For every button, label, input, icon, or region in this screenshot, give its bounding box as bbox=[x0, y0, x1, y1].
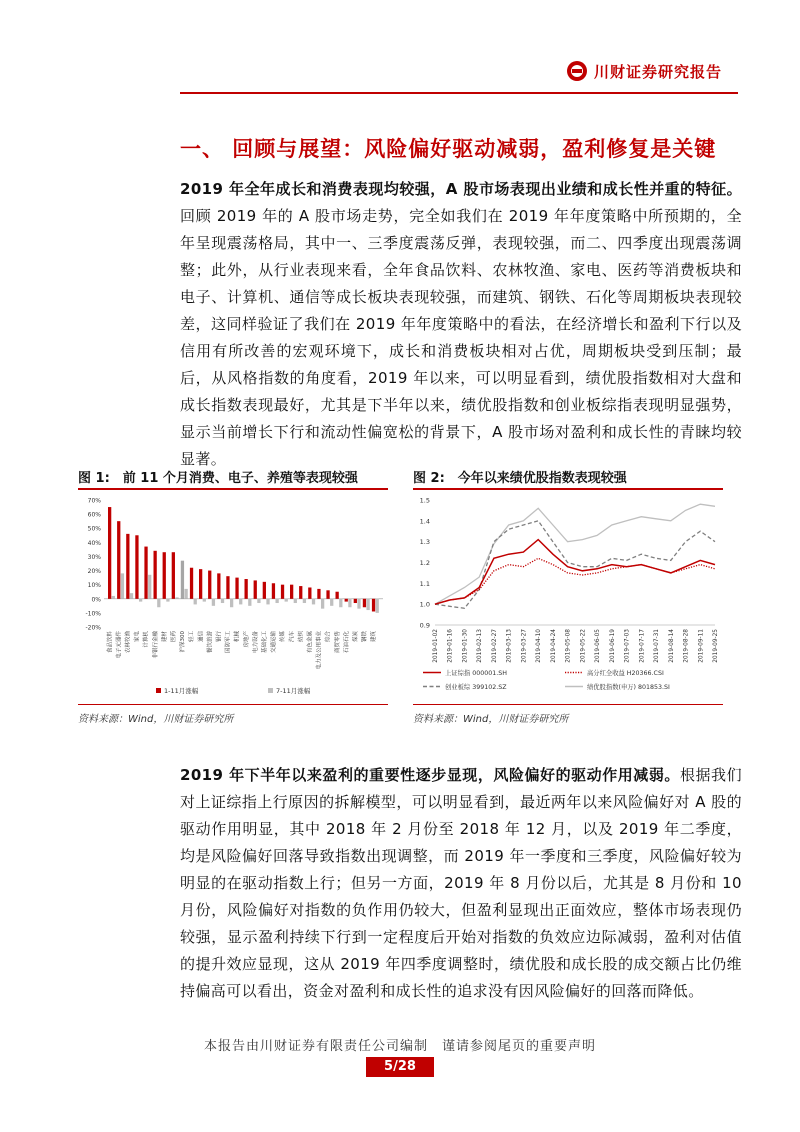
x-category-label: 交通运输 bbox=[271, 631, 278, 654]
y-tick-label: 1.2 bbox=[419, 559, 430, 567]
bar-7-11m bbox=[312, 599, 315, 605]
bar-7-11m bbox=[184, 589, 187, 599]
bar-1-11m bbox=[208, 571, 211, 599]
bar-7-11m bbox=[357, 599, 360, 609]
bar-7-11m bbox=[148, 575, 151, 599]
bar-7-11m bbox=[285, 599, 288, 602]
x-category-label: 银行 bbox=[216, 631, 223, 643]
x-category-label: 电力设备 bbox=[252, 631, 259, 654]
x-category-label: 轻工 bbox=[189, 631, 196, 643]
legend-label: 创业板综 399102.SZ bbox=[445, 684, 507, 691]
legend-swatch-1 bbox=[156, 688, 161, 693]
bar-1-11m bbox=[217, 573, 220, 598]
bar-7-11m bbox=[366, 599, 369, 610]
legend-label: 高分红全收益 H20366.CSI bbox=[587, 670, 664, 677]
x-tick-label: 2019-05-22 bbox=[580, 629, 587, 663]
y-tick-label: 60% bbox=[87, 511, 101, 519]
y-tick-label: 20% bbox=[87, 568, 101, 576]
bar-1-11m bbox=[363, 599, 366, 607]
bar-1-11m bbox=[135, 535, 138, 599]
x-category-label: 商贸零售 bbox=[334, 631, 341, 654]
section-title: 一、 回顾与展望：风险偏好驱动减弱，盈利修复是关键 bbox=[180, 137, 717, 161]
bar-1-11m bbox=[245, 579, 248, 599]
bar-7-11m bbox=[175, 597, 178, 598]
bar-1-11m bbox=[372, 599, 375, 612]
bar-1-11m bbox=[345, 599, 348, 602]
x-category-label: 食品饮料 bbox=[107, 631, 114, 654]
y-tick-label: 1.3 bbox=[419, 538, 430, 547]
x-category-label: 传媒 bbox=[280, 631, 287, 643]
bar-7-11m bbox=[348, 599, 351, 607]
y-tick-label: 40% bbox=[87, 539, 101, 547]
bar-1-11m bbox=[272, 583, 275, 599]
bar-1-11m bbox=[144, 547, 147, 599]
x-category-label: 基础化工 bbox=[261, 631, 268, 654]
bar-1-11m bbox=[163, 552, 166, 599]
x-category-label: 通信 bbox=[198, 631, 205, 643]
bar-1-11m bbox=[254, 580, 257, 598]
legend-label-2: 7-11月涨幅 bbox=[276, 687, 311, 695]
figure-2-source: 资料来源：Wind，川财证券研究所 bbox=[413, 714, 569, 725]
x-category-label: 石油石化 bbox=[343, 631, 350, 654]
series-line bbox=[435, 558, 715, 604]
x-tick-label: 2019-03-27 bbox=[521, 629, 528, 663]
bar-7-11m bbox=[321, 599, 324, 609]
figure-1-bottom-rule bbox=[78, 704, 388, 705]
x-category-label: 钢铁 bbox=[362, 631, 369, 643]
paragraph-1-body: 回顾 2019 年的 A 股市场走势，完全如我们在 2019 年年度策略中所预期的，全年呈现震荡格局，其中一、三季度震荡反弹，表现较强，而二、四季度出现震荡调整；此外，从行业表现来看，全年食品饮料、农林牧渔、家电、医药等消费板块和电子、计算机、通信等成长板块表现较强，而建筑、钢铁、石化等周期板块表现较差，这同样验证了我们在 2019 年年度策略中的看法，在经济增长和盈利下行以及信用有所改善的宏观环境下，成长和消费板块相对占优，周期板块受到压制；最后，从风格指数的角度看，2019 年以来，可以明显看到，绩优股指数相对大盘和成长指数表现最好，尤其是下半年以来，绩优股指数和创业板综指表现明显强势，显示当前增长下行和流动性偏宽松的背景下，A 股市场对盈利和成长性的青睐均较显著。 bbox=[180, 207, 742, 468]
bar-1-11m bbox=[354, 599, 357, 603]
figure-2-top-rule bbox=[413, 488, 723, 490]
legend-swatch-2 bbox=[268, 688, 273, 693]
paragraph-2-body: 根据我们对上证综指上行原因的拆解模型，可以明显看到，最近两年以来风险偏好对 A 股的驱动作用明显，其中 2018 年 2 月份至 2018 年 12 月，以及 2019 年二季度，均是风险偏好回落导致指数出现调整，而 2019 年一季度和三季度，风险偏好较为明显的在驱动指数上行；但另一方面，2019 年 8 月份以后，尤其是 8 月份和 10 月份，风险偏好对指数的负作用仍较大，但盈利显现出正面效应，整体市场表现仍较强，显示盈利持续下行到一定程度后开始对指数的负效应边际减弱，盈利对估值的提升效应显现，这从 2019 年四季度调整时，绩优股和成长股的成交额占比仍维持偏高可以看出，资金对盈利和成长性的追求没有因风险偏好的回落而降低。 bbox=[180, 766, 742, 1000]
x-category-label: 建材 bbox=[161, 631, 168, 643]
x-category-label: 农林牧渔 bbox=[125, 631, 132, 654]
bar-1-11m bbox=[172, 552, 175, 599]
paragraph-2 bbox=[180, 762, 742, 1005]
paragraph-1-lead: 2019 年全年成长和消费表现均较强，A 股市场表现出业绩和成长性并重的特征。 bbox=[180, 180, 742, 198]
figure-1-title: 图 1: 前 11 个月消费、电子、养殖等表现较强 bbox=[78, 471, 358, 486]
bar-7-11m bbox=[275, 599, 278, 603]
figure-2-title: 图 2: 今年以来绩优股指数表现较强 bbox=[413, 471, 627, 486]
bar-1-11m bbox=[281, 585, 284, 599]
x-category-label: 纺织 bbox=[298, 631, 305, 643]
legend-label: 上证综指 000001.SH bbox=[445, 670, 507, 677]
company-logo-icon bbox=[566, 60, 588, 82]
x-tick-label: 2019-05-08 bbox=[565, 629, 572, 663]
figure-1-bar-chart bbox=[78, 492, 388, 702]
bar-7-11m bbox=[139, 599, 142, 602]
bar-7-11m bbox=[239, 599, 242, 605]
y-tick-label: 70% bbox=[87, 497, 101, 505]
bar-1-11m bbox=[299, 586, 302, 599]
bar-1-11m bbox=[108, 507, 111, 599]
x-tick-label: 2019-01-16 bbox=[447, 629, 454, 663]
y-tick-label: 1.1 bbox=[419, 579, 430, 588]
legend-label-1: 1-11月涨幅 bbox=[164, 687, 199, 695]
x-category-label: 计算机 bbox=[143, 631, 150, 648]
bar-7-11m bbox=[212, 599, 215, 606]
legend-label: 绩优股指数(申万) 801853.SI bbox=[587, 684, 670, 691]
x-category-label: 建筑 bbox=[371, 631, 378, 643]
paragraph-1 bbox=[180, 176, 742, 473]
y-tick-label: 10% bbox=[87, 582, 101, 590]
y-tick-label: 1.0 bbox=[419, 600, 430, 609]
bar-7-11m bbox=[112, 596, 115, 599]
bar-7-11m bbox=[221, 599, 224, 603]
bar-7-11m bbox=[130, 593, 133, 599]
y-tick-label: 0% bbox=[91, 596, 101, 604]
bar-1-11m bbox=[235, 578, 238, 599]
bar-7-11m bbox=[303, 599, 306, 603]
header-rule bbox=[180, 92, 738, 94]
bar-1-11m bbox=[263, 582, 266, 599]
page-number: 5/28 bbox=[366, 1057, 434, 1077]
x-tick-label: 2019-07-03 bbox=[624, 629, 631, 663]
x-tick-label: 2019-08-14 bbox=[668, 629, 675, 663]
x-category-label: 电子元器件 bbox=[116, 631, 123, 659]
x-category-label: 沪深300 bbox=[180, 631, 187, 653]
bar-7-11m bbox=[330, 599, 333, 606]
x-category-label: 综合 bbox=[325, 631, 332, 643]
bar-1-11m bbox=[181, 561, 184, 599]
bar-1-11m bbox=[117, 521, 120, 599]
figure-2-bottom-rule bbox=[413, 704, 723, 705]
x-tick-label: 2019-09-25 bbox=[713, 629, 719, 663]
x-category-label: 非银行金融 bbox=[152, 631, 159, 659]
x-tick-label: 2019-06-19 bbox=[609, 629, 616, 663]
x-tick-label: 2019-04-24 bbox=[550, 629, 557, 663]
bar-7-11m bbox=[339, 599, 342, 607]
bar-1-11m bbox=[199, 569, 202, 599]
x-tick-label: 2019-01-02 bbox=[433, 629, 439, 663]
bar-1-11m bbox=[317, 589, 320, 599]
y-tick-label: 50% bbox=[87, 525, 101, 533]
bar-7-11m bbox=[121, 573, 124, 598]
bar-7-11m bbox=[166, 599, 169, 602]
x-category-label: 电力及公用事业 bbox=[316, 631, 323, 670]
x-tick-label: 2019-04-10 bbox=[536, 629, 543, 663]
x-tick-label: 2019-03-13 bbox=[506, 629, 513, 663]
bar-7-11m bbox=[376, 599, 379, 613]
x-category-label: 国防军工 bbox=[225, 631, 232, 654]
figure-1-source: 资料来源：Wind，川财证券研究所 bbox=[78, 714, 234, 725]
bar-7-11m bbox=[203, 599, 206, 602]
x-tick-label: 2019-01-30 bbox=[462, 629, 469, 663]
bar-1-11m bbox=[336, 592, 339, 599]
series-line bbox=[435, 521, 715, 609]
x-category-label: 煤炭 bbox=[352, 631, 359, 643]
x-tick-label: 2019-02-13 bbox=[477, 629, 484, 663]
y-tick-label: -10% bbox=[85, 610, 101, 618]
bar-7-11m bbox=[194, 599, 197, 605]
figure-1-top-rule bbox=[78, 488, 388, 490]
x-tick-label: 2019-08-28 bbox=[683, 629, 690, 663]
y-tick-label: 1.5 bbox=[419, 496, 430, 505]
y-tick-label: 1.4 bbox=[419, 517, 430, 526]
x-tick-label: 2019-09-11 bbox=[698, 629, 705, 663]
y-tick-label: 0.9 bbox=[419, 621, 430, 630]
x-tick-label: 2019-02-27 bbox=[491, 629, 498, 663]
x-category-label: 机械 bbox=[234, 631, 241, 643]
bar-1-11m bbox=[290, 585, 293, 599]
y-tick-label: -20% bbox=[85, 624, 101, 632]
x-tick-label: 2019-07-31 bbox=[654, 629, 661, 663]
bar-1-11m bbox=[154, 551, 157, 599]
x-category-label: 房地产 bbox=[243, 631, 250, 648]
bar-7-11m bbox=[294, 599, 297, 603]
series-line bbox=[435, 540, 715, 605]
x-category-label: 餐饮旅游 bbox=[207, 631, 214, 654]
x-category-label: 家电 bbox=[134, 631, 141, 643]
bar-7-11m bbox=[257, 599, 260, 603]
x-category-label: 有色金属 bbox=[307, 631, 314, 654]
x-tick-label: 2019-07-17 bbox=[639, 629, 646, 663]
bar-1-11m bbox=[326, 590, 329, 598]
bar-7-11m bbox=[230, 599, 233, 607]
bar-1-11m bbox=[126, 534, 129, 599]
figure-2-line-chart bbox=[413, 492, 723, 702]
x-category-label: 医药 bbox=[170, 631, 177, 643]
y-tick-label: 30% bbox=[87, 553, 101, 561]
bar-1-11m bbox=[190, 568, 193, 599]
bar-7-11m bbox=[248, 599, 251, 606]
org-name: 川财证券研究报告 bbox=[594, 63, 723, 81]
x-category-label: 汽车 bbox=[289, 631, 296, 643]
bar-7-11m bbox=[266, 599, 269, 605]
bar-7-11m bbox=[157, 599, 160, 607]
x-tick-label: 2019-06-05 bbox=[595, 629, 602, 663]
bar-1-11m bbox=[308, 587, 311, 598]
paragraph-2-lead: 2019 年下半年以来盈利的重要性逐步显现，风险偏好的驱动作用减弱。 bbox=[180, 766, 680, 784]
bar-1-11m bbox=[226, 576, 229, 599]
footer-disclaimer: 本报告由川财证券有限责任公司编制 谨请参阅尾页的重要声明 bbox=[203, 1039, 596, 1054]
